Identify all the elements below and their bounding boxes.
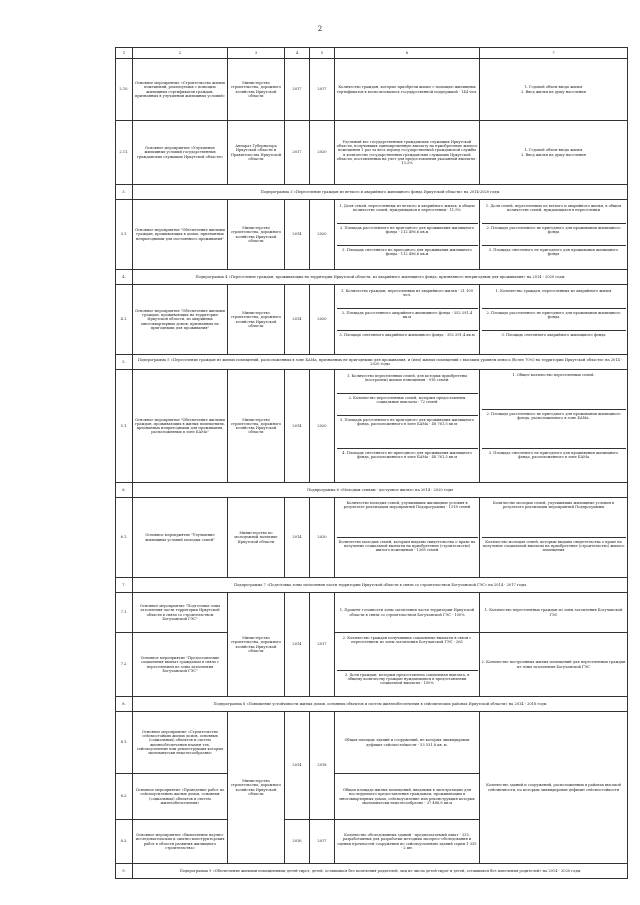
- row-number: 7.1.: [116, 593, 133, 633]
- result: Количество зданий и сооружений, расположенных в районах высокой сейсмичности, по которым ликвидирован дефицит сейсмостойкости: [480, 712, 628, 864]
- start-year: 2017: [285, 121, 310, 185]
- start-year: 2014: [285, 285, 310, 355]
- measure-name: Основное мероприятие «Строительство сейсмостойких жилых домов, основных (социальных) объектов и систем жизнеобеспечения взамен тех, сейсмоусиление или реконструкция которых экономически нецелесообразны»: [133, 712, 228, 774]
- table-row: [116, 59, 628, 121]
- row-number: 5.1.: [116, 370, 133, 483]
- section-number: 4.: [116, 270, 133, 285]
- indicator: Количество молодых семей, улучшивших жилищные условия в результате реализации мероприятий Подпрограммы - 1318 семей: [337, 499, 478, 538]
- subprogram-title: Подпрограмма 8 «Повышение устойчивости жилых домов, основных объектов и систем жизнеобеспечения в сейсмических районах Иркутской области» на 2014 - 2018 годы: [133, 697, 628, 712]
- table-row: [116, 200, 628, 270]
- result-item: 2. Площадь расселенного не пригодного для проживания жилищного фонда: [482, 224, 626, 246]
- indicator: 2. Площадь расселенного не пригодного для проживания жилищного фонда - 112 496,6 кв.м: [337, 224, 478, 246]
- subprogram-title: Подпрограмма 3 «Переселение граждан из ветхого и аварийного жилищного фонда Иркутской области» на 2014-2020 годы: [133, 185, 628, 200]
- result: [480, 59, 628, 121]
- col-num-4: 4: [285, 48, 310, 59]
- row-number: 7.2.: [116, 633, 133, 697]
- indicator: 1. Количество переселенных семей, для которых приобретены (построены) жилые помещения - 916 семей.: [337, 372, 478, 394]
- subprogram-title: Подпрограмма 9 «Обеспечение жилыми помещениями детей-сирот, детей, оставшихся без попечения родителей, лиц из числа детей-сирот и детей, оставшихся без попечения родителей» на 2014 - 2020 годы: [133, 864, 628, 879]
- subprogram-header-row: [116, 864, 628, 879]
- end-year: 2017: [310, 593, 335, 697]
- result-item: 3. Площадь снесенного не пригодного для проживания жилищного фонда: [488, 248, 619, 257]
- result-item: 2. Площадь расселенного не пригодного для проживания жилищного фонда, расположенного в зоне БАМа.: [482, 410, 626, 449]
- indicator: Количество граждан, которые приобрели жилье с помощью жилищных сертификатов в воспользовались государственной поддержкой - 144 чел.: [335, 59, 480, 121]
- table-row: [116, 498, 628, 578]
- end-year: 2017: [310, 59, 335, 121]
- executor: Министерство строительства, дорожного хозяйства Иркутской области: [228, 285, 285, 355]
- indicator: 2. Количество граждан получивших социальные выплаты в связи с переселением из зоны затопления Богучанской ГЭС - 265: [337, 634, 478, 671]
- end-year: 2017: [310, 820, 335, 864]
- executor: Министерство строительства, дорожного хозяйства Иркутской области: [228, 593, 285, 697]
- measure-name: Основное мероприятие «Строительство жилых помещений, реализуемых с помощью жилищных сертификатов граждан, признанных в улучшении жилищных условий»: [133, 59, 228, 121]
- indicator-list: [335, 285, 480, 355]
- table-row: [116, 593, 628, 633]
- result-item: 3. Площадь снесенного аварийного жилищного фонда: [501, 333, 606, 337]
- result-item: 2. Ввод жилья на душу населения: [521, 152, 586, 157]
- measure-name: Основное мероприятие "Обеспечение жилыми граждан, проживающих на территории Иркутской области, из аварийных многоквартирных домов, признанных не пригодными для проживания": [133, 285, 228, 355]
- result-item: 1. Количество граждан, переселенных из аварийного жилья: [482, 287, 626, 309]
- start-year: 2014: [285, 200, 310, 270]
- row-number: 6.1.: [116, 498, 133, 578]
- row-number: 8.2.: [116, 774, 133, 820]
- executor: Министерство строительства, дорожного хозяйства Иркутской области: [228, 370, 285, 483]
- result: 1. Количество переселенных граждан из зоны затопления Богучанской ГЭС: [480, 593, 628, 633]
- subprogram-title: Подпрограмма 6 «Молодым семьям - доступное жилье» на 2014 - 2020 годы: [133, 483, 628, 498]
- executor: Министерство строительства, дорожного хозяйства Иркутской области: [228, 712, 285, 864]
- result-item: Количество молодых семей, улучшивших жилищные условия в результате реализации мероприятий Подпрограммы: [482, 499, 626, 538]
- col-num-7: 7: [480, 48, 628, 59]
- indicator: 1. Доля семей, переселенных из ветхого и аварийного жилья, в общем количестве семей, нуждающихся в переселении - 11,9%: [337, 202, 478, 224]
- indicator-list: [335, 498, 480, 578]
- end-year: 2020: [310, 370, 335, 483]
- table-row: [116, 285, 628, 355]
- col-num-6: 6: [335, 48, 480, 59]
- executor: Министерство по молодежной политике Иркутской области: [228, 498, 285, 578]
- col-num-2: 2: [133, 48, 228, 59]
- subprogram-header-row: [116, 185, 628, 200]
- row-number: 2.11.: [116, 121, 133, 185]
- start-year: 2014: [285, 712, 310, 820]
- indicator: Удельный вес государственных гражданских служащих Иркутской области, получивших единовременную выплату на приобретение жилого помещения 1 раз за весь период государственной гражданской службы в количестве государственных гражданских служащих Иркутской области, поставленных на учет для предоставления указанной выплаты - 13,2%: [335, 121, 480, 185]
- subprogram-header-row: [116, 578, 628, 593]
- result-item: 1. Годовой объем ввода жилья: [524, 85, 583, 90]
- start-year: 2017: [285, 59, 310, 121]
- indicator: 1. Количество граждан, переселенных из аварийного жилья - 21 109 чел.: [337, 287, 478, 309]
- end-year: 2020: [310, 285, 335, 355]
- result-list: [480, 285, 628, 355]
- measure-name: Основное мероприятие "Улучшение жилищных условий молодых семей": [133, 498, 228, 578]
- indicator-list: [335, 633, 480, 697]
- row-number: 2.10.: [116, 59, 133, 121]
- section-number: 8.: [116, 697, 133, 712]
- measure-name: Основное мероприятие «Проведение работ по сейсмоусилению жилых домов, основных (социальных) объектов и систем жизнеобеспечения»: [133, 774, 228, 820]
- subprogram-header-row: [116, 270, 628, 285]
- table-row: [116, 633, 628, 697]
- row-number: 8.3.: [116, 820, 133, 864]
- measure-name: Основное мероприятие «Улучшение жилищных условий государственных гражданских служащих Иркутской области»: [133, 121, 228, 185]
- indicator-list: [335, 200, 480, 270]
- indicator-list: [335, 370, 480, 483]
- row-number: 3.1.: [116, 200, 133, 270]
- row-number: 8.1.: [116, 712, 133, 774]
- section-number: 5.: [116, 355, 133, 370]
- result: [480, 121, 628, 185]
- result-list: [480, 370, 628, 483]
- indicator: 3. Площадь снесенного аварийного жилищного фонда - 352 291,4 кв.м: [339, 333, 475, 337]
- result: 2. Количество построенных жилых помещений для переселенных граждан из зоны затопления Богучанской ГЭС: [480, 633, 628, 697]
- indicator: Количество молодых семей, которым выданы свидетельства о праве на получение социальной выплаты на приобретение (строительство) жилого помещения - 1308 семей: [338, 540, 476, 553]
- result-item: 1. Доля семей, переселенных из ветхого и аварийного жилья, в общем количестве семей, нуждающихся в переселении: [482, 202, 626, 224]
- measure-name: Основное мероприятие "Обеспечение жилыми граждан, проживающих в домах, признанных непригодными для постоянного проживания": [133, 200, 228, 270]
- subprogram-header-row: [116, 483, 628, 498]
- end-year: 2020: [310, 200, 335, 270]
- section-number: 6.: [116, 483, 133, 498]
- start-year: 2014: [285, 370, 310, 483]
- measure-name: Основное мероприятие "Подготовка зоны затопления части территории Иркутской области в связи со строительством Богучанской ГЭС": [133, 593, 228, 633]
- subprogram-title: Подпрограмма 5 «Переселение граждан из жилых помещений, расположенных в зоне БАМа, признанных не пригодными для проживания, и (или) жилых помещений с высоким уровнем износа (более 70%) на территории Иркутской области» на 2014 - 2020 годы: [133, 355, 628, 370]
- result-item: Количество молодых семей, которым выданы свидетельства о праве на получение социальной выплаты на приобретение (строительство) жилого помещения: [482, 540, 625, 553]
- indicator: 3. Площадь расселенного не пригодного для проживания жилищного фонда, расположенного в зоне БАМа - 48 761,5 кв.м: [337, 416, 478, 449]
- result-list: [480, 498, 628, 578]
- result-item: 2. Ввод жилья на душу населения: [521, 89, 586, 94]
- start-year: 2014: [285, 593, 310, 697]
- result-item: 2. Площадь расселенного не пригодного для проживания жилищного фонда: [482, 309, 626, 331]
- indicator: 1. Процент готовности зоны затопления части территории Иркутской области в связи со строительством Богучанской ГЭС - 100%: [335, 593, 480, 633]
- section-number: 7.: [116, 578, 133, 593]
- col-num-1: 1: [116, 48, 133, 59]
- subprogram-title: Подпрограмма 7 «Подготовка зоны затопления части территории Иркутской области в связи со строительством Богучанской ГЭС» на 2014 - 2017 годы: [133, 578, 628, 593]
- result-list: [480, 200, 628, 270]
- result-item: 1. Годовой объем ввода жилья: [524, 148, 583, 153]
- indicator: Общая площадь зданий и сооружений, не которых ликвидирован дефицит сейсмостойкости - 53 531,8 кв. м.: [335, 712, 480, 774]
- start-year: 2014: [285, 498, 310, 578]
- end-year: 2020: [310, 498, 335, 578]
- subprogram-title: Подпрограмма 4 «Переселение граждан, проживающих на территории Иркутской области, из аварийного жилищного фонда, признанного непригодным для проживания» на 2014 - 2020 годы: [133, 270, 628, 285]
- indicator: 3. Доля граждан, которым предоставлена социальная выплата, в общему количеству граждан нуждающихся в предоставлении социальной выплаты - 100%: [344, 673, 470, 686]
- start-year: 2016: [285, 820, 310, 864]
- section-number: 9.: [116, 864, 133, 879]
- row-number: 4.1.: [116, 285, 133, 355]
- executor: Министерство строительства, дорожного хозяйства Иркутской области: [228, 59, 285, 121]
- measure-name: Основное мероприятие "Обеспечение жилыми граждан, проживающих в жилых помещениях, признанных непригодными для проживания, расположенных в зоне БАМа": [133, 370, 228, 483]
- program-measures-table: [115, 47, 628, 879]
- col-num-5: 5: [310, 48, 335, 59]
- col-num-3: 3: [228, 48, 285, 59]
- executor: Министерство строительства, дорожного хозяйства Иркутской области: [228, 200, 285, 270]
- measure-name: Основное мероприятие «Выполнение научно-исследовательских и опытно-конструкторских работ в области развития жилищного строительства»: [133, 820, 228, 864]
- indicator: 2. Площадь расселенного аварийного жилищного фонда - 352 291,4 кв.м: [337, 309, 478, 331]
- end-year: 2018: [310, 712, 335, 820]
- indicator: 4. Площадь снесенного не пригодного для проживания жилищного фонда, расположенного в зоне БАМа - 48 761,5 кв.м: [342, 450, 472, 459]
- table-row: [116, 712, 628, 774]
- page-number: 2: [317, 25, 323, 33]
- executor: Аппарат Губернатора Иркутской области и Правительства Иркутской области: [228, 121, 285, 185]
- indicator: 3. Площадь снесенного не пригодного для проживания жилищного фонда - 112 496,6 кв.м: [342, 248, 472, 257]
- table-row: [116, 121, 628, 185]
- table-row: [116, 370, 628, 483]
- subprogram-header-row: [116, 697, 628, 712]
- column-number-row: [116, 48, 628, 59]
- measure-name: Основное мероприятие "Предоставление социальных выплат гражданам в связи с переселением из зоны затопления Богучанской ГЭС": [133, 633, 228, 697]
- end-year: 2020: [310, 121, 335, 185]
- result-item: 3. Площадь снесенного не пригодного для проживания жилищного фонда, расположенного в зоне БАМа: [488, 451, 619, 460]
- subprogram-header-row: [116, 355, 628, 370]
- indicator: 2. Количество переселенных семей, которым предоставлены социальные выплаты - 72 семей: [337, 394, 478, 416]
- indicator: Количество обследованных зданий - предполагаемый охват - 335, разработанных для разработки методики экспресс-обследования и оценки прочностей сооружения по сейсмоусилению зданий серии 1-335 - 2 шт.: [335, 820, 480, 864]
- section-number: 3.: [116, 185, 133, 200]
- indicator: Общая площадь жилых помещений, вводимых в эксплуатацию для последующего предоставления гражданам, проживающим в многоквартирных домах, сейсмоусиление или реконструкция которых экономически нецелесообразно - 37 486,8 кв.м: [335, 774, 480, 820]
- result-item: 1. Общее количество переселенных семей.: [482, 371, 626, 410]
